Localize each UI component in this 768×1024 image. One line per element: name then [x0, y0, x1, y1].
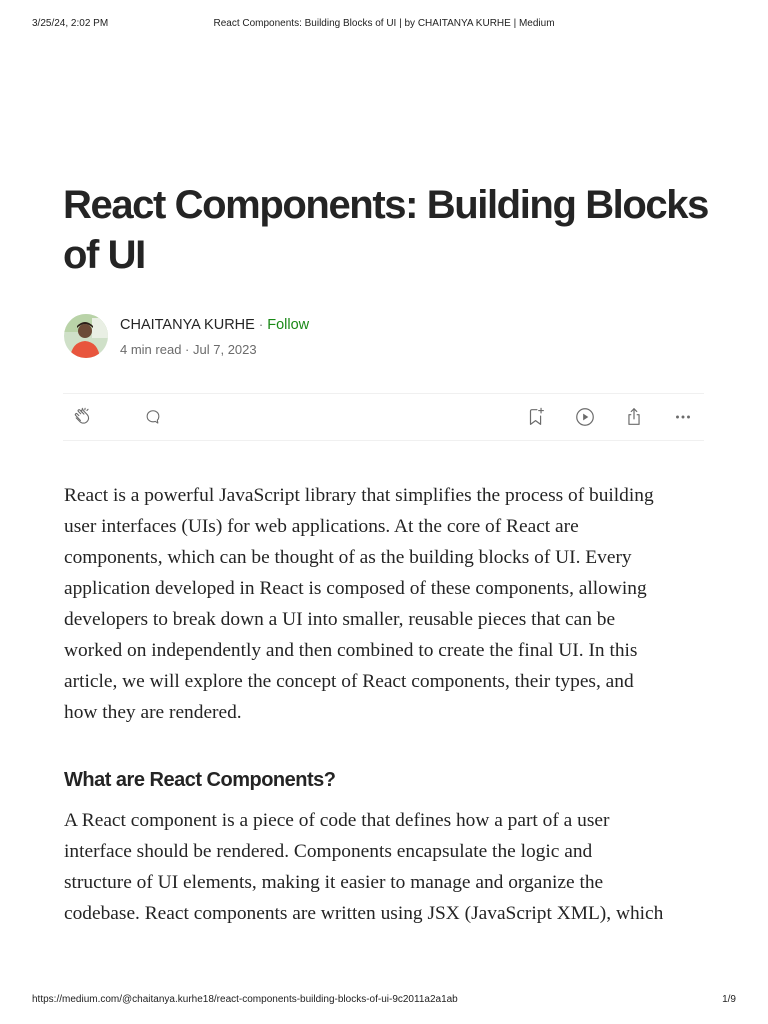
section-heading: What are React Components?: [64, 769, 336, 791]
avatar-photo-icon: [64, 314, 108, 358]
publish-date: Jul 7, 2023: [193, 342, 257, 357]
page-number: 1/9: [722, 994, 736, 1005]
name-separator: ·: [258, 317, 264, 332]
paragraph-line: codebase. React components are written using JSX (JavaScript XML), which: [64, 903, 664, 924]
follow-button[interactable]: Follow: [267, 317, 310, 333]
print-date: 3/25/24, 2:02 PM: [32, 18, 109, 29]
print-footer: [0, 994, 768, 1008]
bookmark-add-icon[interactable]: [524, 405, 548, 429]
paragraph-line: interface should be rendered. Components encapsulate the logic and: [64, 841, 593, 862]
print-url[interactable]: https://medium.com/@chaitanya.kurhe18/react-components-building-blocks-of-ui-9c2011a2a1ab: [32, 994, 458, 1005]
more-horizontal-icon[interactable]: [671, 405, 695, 429]
paragraph-line: developers to break down a UI into smaller, reusable pieces that can be: [64, 609, 616, 630]
article-action-bar: [63, 393, 704, 441]
print-header: [0, 18, 768, 32]
paragraph-line: React is a powerful JavaScript library that simplifies the process of building: [64, 485, 654, 506]
print-document-title: React Components: Building Blocks of UI | by CHAITANYA KURHE | Medium: [213, 18, 555, 29]
paragraph-line: how they are rendered.: [64, 702, 242, 723]
title-line: React Components: Building Blocks: [63, 183, 708, 227]
author-row: [64, 312, 704, 360]
paragraph-line: components, which can be thought of as the building blocks of UI. Every: [64, 547, 632, 568]
title-line: of UI: [63, 233, 145, 277]
paragraph-line: user interfaces (UIs) for web applications. At the core of React are: [64, 516, 579, 537]
paragraph-line: A React component is a piece of code that defines how a part of a user: [64, 810, 610, 831]
paragraph-line: structure of UI elements, making it easier to manage and organize the: [64, 872, 604, 893]
share-icon[interactable]: [622, 405, 646, 429]
author-avatar[interactable]: [64, 314, 108, 358]
section-paragraph: [64, 805, 714, 929]
paragraph-line: worked on independently and then combined to create the final UI. In this: [64, 640, 638, 661]
author-name-line: [120, 317, 309, 333]
paragraph-line: application developed in React is composed of these components, allowing: [64, 578, 647, 599]
read-time: 4 min read: [120, 342, 182, 357]
article-title: [63, 180, 713, 280]
paragraph-line: article, we will explore the concept of React components, their types, and: [64, 671, 634, 692]
author-name[interactable]: CHAITANYA KURHE: [120, 317, 255, 333]
meta-separator: ·: [185, 342, 190, 357]
play-icon[interactable]: [573, 405, 597, 429]
intro-paragraph: [64, 480, 714, 728]
clap-icon[interactable]: [71, 405, 95, 429]
article-meta: [120, 342, 257, 357]
comment-icon[interactable]: [141, 405, 165, 429]
